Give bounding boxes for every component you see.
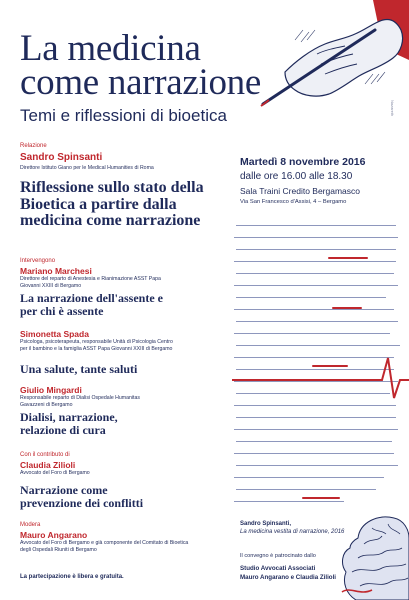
sponsor-intro: Il convegno è patrocinato dallo: [240, 553, 316, 559]
speaker-role: Responsabile reparto di Dialisi Ospedale Humanitas Gavazzeni di Bergamo: [20, 395, 140, 408]
relazione-talk-title: Riflessione sullo stato della Bioetica a partire dalla medicina come narrazione: [20, 179, 204, 229]
sponsor-partners: Mauro Angarano e Claudia Zilioli: [240, 574, 337, 581]
speaker-role: Direttore del reparto di Anestesia e Rianimazione ASST Papa Giovanni XXIII di Bergamo: [20, 276, 161, 289]
speaker-name: Simonetta Spada: [20, 329, 89, 339]
red-underline-mark: [328, 257, 368, 259]
event-venue: Sala Traini Credito Bergamasco: [240, 186, 361, 196]
contributo-name: Claudia Zilioli: [20, 460, 76, 470]
contributo-talk: Narrazione come prevenzione dei conflitti: [20, 483, 144, 510]
event-date: Martedì 8 novembre 2016: [240, 156, 366, 168]
speaker-role: Psicologa, psicoterapeuta, responsabile Unità di Psicologia Centro per il bambino e la famiglia ASST Papa Giovanni XXIII di Bergamo: [20, 339, 173, 352]
photo-credit: Nazareth: [390, 100, 395, 117]
book-author: Sandro Spinsanti,: [240, 521, 292, 527]
speaker-talk: Una salute, tante saluti: [20, 362, 138, 376]
speaker-name: Mariano Marchesi: [20, 266, 92, 276]
hand-outline: [285, 19, 403, 96]
book-title: La medicina vestita di narrazione, 2016: [240, 529, 345, 535]
title-line-2: come narrazione: [20, 62, 261, 103]
interventi-label: Intervengono: [20, 258, 56, 264]
heartbeat-line: [232, 340, 409, 400]
sponsor-studio: Studio Avvocati Associati: [240, 565, 316, 572]
red-underline-mark: [302, 497, 340, 499]
relazione-speaker: Sandro Spinsanti: [20, 152, 103, 163]
subtitle: Temi e riflessioni di bioetica: [20, 106, 227, 125]
speaker-talk: La narrazione dell'assente e per chi è assente: [20, 291, 163, 318]
title-line-1: La medicina: [20, 28, 201, 69]
speaker-name: Giulio Mingardi: [20, 385, 82, 395]
relazione-label: Relazione: [20, 143, 47, 149]
hand-pen-illustration: [255, 0, 409, 115]
brain-illustration: [338, 508, 409, 600]
modera-role: Avvocato del Foro di Bergamo e già componente del Comitato di Bioetica degli Ospedali Riuniti di Bergamo: [20, 540, 189, 553]
contributo-role: Avvocato del Foro di Bergamo: [20, 470, 90, 476]
footer-free-entry: La partecipazione è libera e gratuita.: [20, 574, 124, 580]
modera-label: Modera: [20, 522, 41, 528]
modera-name: Mauro Angarano: [20, 530, 88, 540]
event-address: Via San Francesco d'Assisi, 4 – Bergamo: [240, 199, 347, 205]
relazione-role: Direttore Istituto Giano per le Medical Humanities di Roma: [20, 165, 154, 171]
contributo-label: Con il contributo di: [20, 452, 70, 458]
event-time: dalle ore 16.00 alle 18.30: [240, 171, 353, 182]
red-underline-mark: [332, 307, 362, 309]
speaker-talk: Dialisi, narrazione, relazione di cura: [20, 410, 118, 437]
